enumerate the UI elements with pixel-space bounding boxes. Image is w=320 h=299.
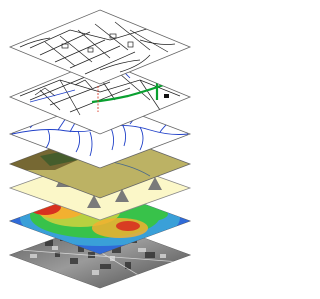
layer-street-network [10,10,190,84]
layer-street-network-plane [10,10,190,84]
